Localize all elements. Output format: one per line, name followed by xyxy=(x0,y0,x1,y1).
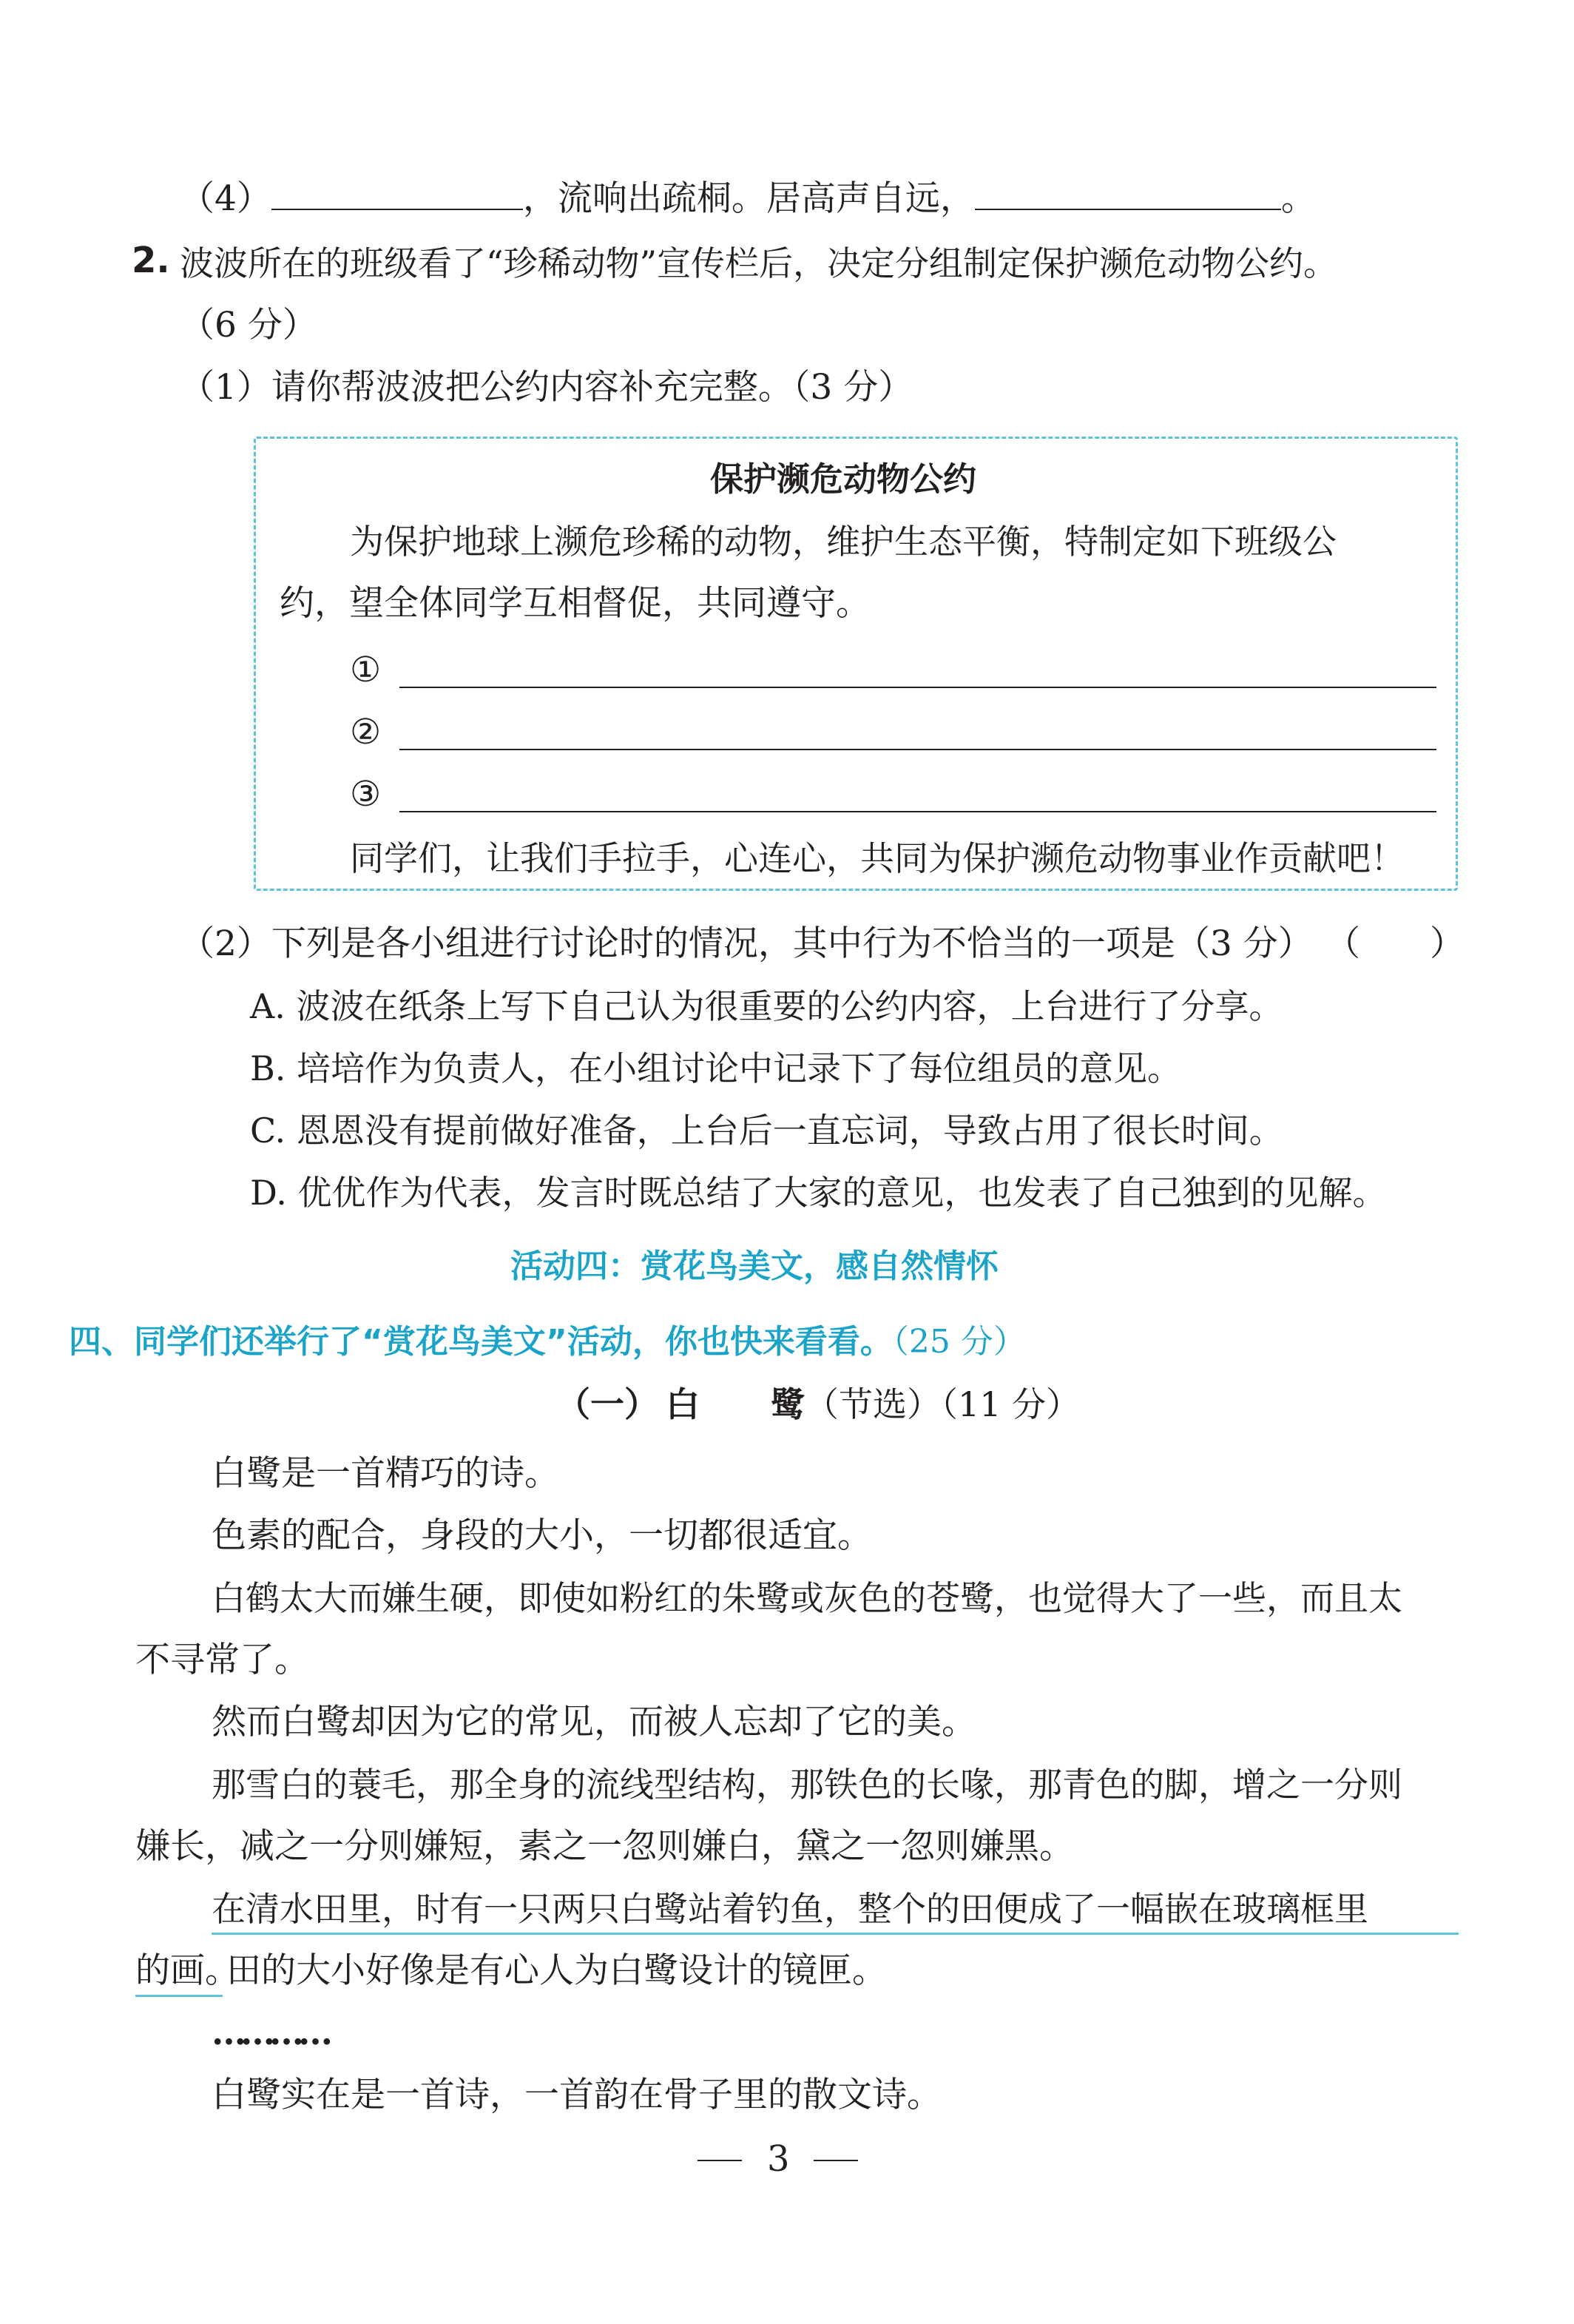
passage-para-3-line1: 白鹤太大而嫌生硬，即使如粉红的朱鹭或灰色的苍鹭，也觉得大了一些，而且太 xyxy=(212,1578,1402,1618)
section4-heading xyxy=(69,1320,1026,1364)
passage-para-2: 色素的配合，身段的大小，一切都很适宜。 xyxy=(212,1515,872,1556)
q1-4-blank-2[interactable] xyxy=(975,176,1281,210)
convention-item-2-marker: ② xyxy=(350,712,382,752)
convention-item-3-line[interactable] xyxy=(399,811,1436,812)
passage-title-a: 白 xyxy=(666,1384,700,1424)
convention-item-1-line[interactable] xyxy=(399,687,1436,688)
q2-sub1: （1）请你帮波波把公约内容补充完整。（3 分） xyxy=(180,367,913,408)
passage-para-3-line2: 不寻常了。 xyxy=(135,1640,309,1680)
passage-para-6-line1: 在清水田里，时有一只两只白鹭站着钓鱼，整个的田便成了一幅嵌在玻璃框里 xyxy=(212,1889,1368,1929)
page-number-dash-left xyxy=(698,2160,742,2161)
convention-item-1-marker: ① xyxy=(350,650,382,690)
passage-ellipsis: ………… xyxy=(212,2013,327,2053)
q2-stem-line1: 波波所在的班级看了“珍稀动物”宣传栏后，决定分组制定保护濒危动物公约。 xyxy=(180,243,1338,283)
q2-option-a: A. 波波在纸条上写下自己认为很重要的公约内容，上台进行了分享。 xyxy=(250,986,1283,1026)
passage-para-6-line2-rest: 田的大小好像是有心人为白鹭设计的镜匣。 xyxy=(226,1950,887,1991)
q2-option-d: D. 优优作为代表，发言时既总结了大家的意见，也发表了自己独到的见解。 xyxy=(250,1173,1387,1213)
section4-score: （25 分） xyxy=(892,1323,1026,1361)
convention-item-2-line[interactable] xyxy=(399,749,1436,750)
passage-title-num: （一） xyxy=(556,1384,658,1424)
q1-4-line xyxy=(180,176,1316,221)
convention-intro-line1: 为保护地球上濒危珍稀的动物，维护生态平衡，特制定如下班级公 xyxy=(350,522,1337,562)
q2-answer-paren[interactable]: （ ） xyxy=(1325,923,1465,964)
page-number-dash-right xyxy=(814,2160,858,2161)
activity-title: 活动四：赏花鸟美文，感自然情怀 xyxy=(510,1247,999,1285)
convention-item-3-marker: ③ xyxy=(350,774,382,815)
convention-intro-line2: 约，望全体同学互相督促，共同遵守。 xyxy=(280,583,871,624)
q2-option-b: B. 培培作为负责人，在小组讨论中记录下了每位组员的意见。 xyxy=(250,1048,1182,1088)
q2-stem-line2: （6 分） xyxy=(180,305,317,346)
q1-4-label: （4） xyxy=(180,178,271,219)
q1-4-end: 。 xyxy=(1280,178,1316,219)
convention-title: 保护濒危动物公约 xyxy=(710,459,977,499)
passage-para-4: 然而白鹭却因为它的常见，而被人忘却了它的美。 xyxy=(212,1702,976,1742)
q2-number: 2. xyxy=(132,240,170,281)
underline-sentence-line2 xyxy=(135,1995,223,1997)
q1-4-blank-1[interactable] xyxy=(271,176,523,210)
convention-box xyxy=(254,437,1458,891)
passage-para-1: 白鹭是一首精巧的诗。 xyxy=(212,1453,559,1494)
q1-4-middle: ，流响出疏桐。居高声自远， xyxy=(522,178,975,219)
passage-para-6-line2-underlined: 的画。 xyxy=(135,1950,240,1991)
q2-option-c: C. 恩恩没有提前做好准备，上台后一直忘词，导致占用了很长时间。 xyxy=(250,1111,1283,1151)
passage-para-5-line1: 那雪白的蓑毛，那全身的流线型结构，那铁色的长喙，那青色的脚，增之一分则 xyxy=(212,1765,1402,1805)
passage-title-b: 鹭 xyxy=(771,1384,805,1424)
passage-title-note: （节选）（11 分） xyxy=(805,1384,1081,1424)
underline-sentence-line1 xyxy=(212,1933,1459,1935)
passage-para-7: 白鹭实在是一首诗，一首韵在骨子里的散文诗。 xyxy=(212,2075,942,2115)
q2-sub2: （2）下列是各小组进行讨论时的情况，其中行为不恰当的一项是（3 分） xyxy=(180,923,1313,964)
passage-para-5-line2: 嫌长，减之一分则嫌短，素之一忽则嫌白，黛之一忽则嫌黑。 xyxy=(135,1826,1074,1867)
section4-heading-text: 四、同学们还举行了“赏花鸟美文”活动，你也快来看看。 xyxy=(69,1323,893,1361)
page-number: 3 xyxy=(767,2138,790,2180)
convention-closing: 同学们，让我们手拉手，心连心，共同为保护濒危动物事业作贡献吧！ xyxy=(350,838,1405,878)
passage-title xyxy=(556,1382,1080,1427)
